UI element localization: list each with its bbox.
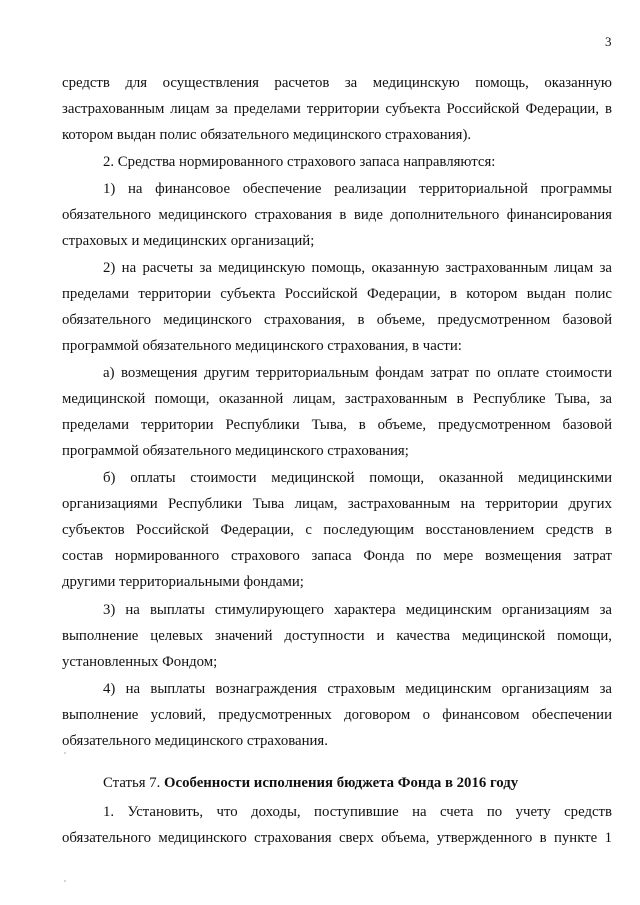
paragraph-line: субъектов Российской Федерации, с последующим восстановлением средств в (62, 522, 612, 538)
paragraph-line: установленных Фондом; (62, 654, 218, 670)
paragraph-line: выполнение условий, предусмотренных договором о финансовом обеспечении (62, 707, 612, 723)
paragraph-line: б) оплаты стоимости медицинской помощи, оказанной медицинскими (103, 470, 612, 486)
article-title: Особенности исполнения бюджета Фонда в 2016 году (164, 775, 519, 791)
scan-speck (64, 752, 66, 754)
paragraph-line: организациями Республики Тыва лицам, застрахованным на территории других (62, 496, 612, 512)
paragraph-line: программой обязательного медицинского страхования, в части: (62, 338, 462, 354)
paragraph-line: застрахованным лицам за пределами территории субъекта Российской Федерации, в (62, 101, 612, 117)
paragraph-line: выполнение целевых значений доступности и качества медицинской помощи, (62, 628, 612, 644)
paragraph-line: обязательного медицинского страхования, в объеме, предусмотренном базовой (62, 312, 612, 328)
paragraph-line: страховых и медицинских организаций; (62, 233, 315, 249)
paragraph-line: средств для осуществления расчетов за медицинскую помощь, оказанную (62, 75, 612, 91)
paragraph-line: программой обязательного медицинского страхования; (62, 443, 409, 459)
paragraph-line: 1) на финансовое обеспечение реализации территориальной программы (103, 181, 612, 197)
paragraph-line: 4) на выплаты вознаграждения страховым медицинским организациям за (103, 681, 612, 697)
paragraph-line: 3) на выплаты стимулирующего характера медицинским организациям за (103, 602, 612, 618)
paragraph-line: обязательного медицинского страхования в виде дополнительного финансирования (62, 207, 612, 223)
paragraph-line: другими территориальными фондами; (62, 574, 304, 590)
paragraph-line: обязательного медицинского страхования. (62, 733, 328, 749)
article-heading (103, 774, 518, 792)
paragraph-line: 2) на расчеты за медицинскую помощь, оказанную застрахованным лицам за (103, 260, 612, 276)
page-number: 3 (605, 34, 612, 49)
article-prefix: Статья 7. (103, 775, 165, 791)
scan-speck (64, 880, 66, 882)
paragraph-line: пределами территории Республики Тыва, в объеме, предусмотренном базовой (62, 417, 612, 433)
paragraph-line: пределами территории субъекта Российской Федерации, в котором выдан полис (62, 286, 612, 302)
paragraph-line: 2. Средства нормированного страхового запаса направляются: (103, 154, 496, 170)
paragraph-line: а) возмещения другим территориальным фондам затрат по оплате стоимости (103, 365, 612, 381)
paragraph-line: котором выдан полис обязательного медицинского страхования). (62, 127, 472, 143)
paragraph-line: 1. Установить, что доходы, поступившие на счета по учету средств (103, 804, 612, 820)
paragraph-line: обязательного медицинского страхования сверх объема, утвержденного в пункте 1 (62, 830, 612, 846)
paragraph-line: медицинской помощи, оказанной лицам, застрахованным в Республике Тыва, за (62, 391, 612, 407)
paragraph-line: состав нормированного страхового запаса Фонда по мере возмещения затрат (62, 548, 612, 564)
